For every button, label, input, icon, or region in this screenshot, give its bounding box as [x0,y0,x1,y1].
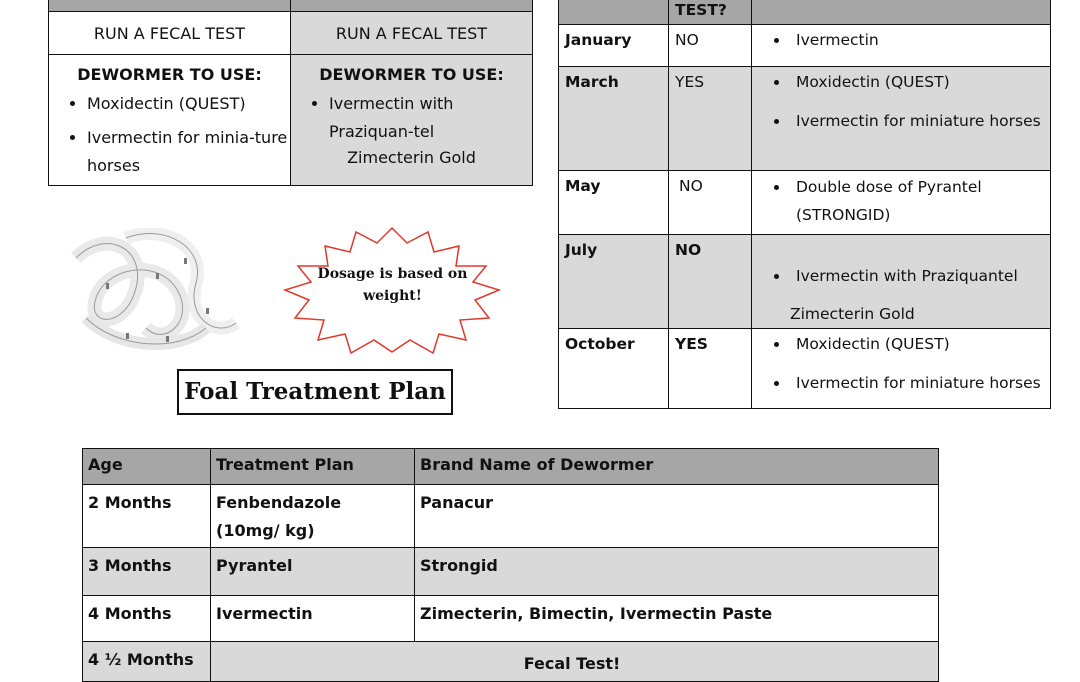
month-cell: March [559,67,669,171]
dewormer-right-cell [291,55,533,186]
fecal-test-cell: Fecal Test! [211,642,939,682]
dewormer-left-cell [49,55,291,186]
test-cell: YES [669,329,752,409]
column-header-brand: Brand Name of Dewormer [415,449,939,485]
list-item: • Ivermectin for miniature horses [790,112,1044,131]
brand-cell: Panacur [415,485,939,548]
test-cell: NO [669,171,752,235]
fecal-test-right: RUN A FECAL TEST [291,12,533,55]
dosage-callout-text [300,263,485,307]
left-header-cell [49,0,291,12]
deworming-schedule-table [558,0,1051,409]
month-cell: October [559,329,669,409]
dewormer-heading-right: DEWORMER TO USE: [319,65,504,84]
callout-line: Dosage is based on [317,266,468,282]
dewormer-cell [752,67,1051,171]
dewormer-list-right [291,90,532,146]
foal-plan-title: Foal Treatment Plan [177,369,453,415]
age-cell: 2 Months [83,485,211,548]
brand-cell: Zimecterin, Bimectin, Ivermectin Paste [415,596,939,642]
brand-name: Zimecterin Gold [790,305,915,323]
schedule-header-month [559,0,669,25]
brand-name: Zimecterin Gold [347,148,476,167]
month-cell: May [559,171,669,235]
plan-cell: Fenbendazole (10mg/ kg) [211,485,415,548]
dewormer-cell [752,171,1051,235]
list-item: • Double dose of Pyrantel (STRONGID) [790,173,1044,229]
list-item: • Ivermectin for minia-ture horses [87,124,290,180]
dewormer-table-left [48,0,533,186]
list-item: • Ivermectin [790,31,1044,50]
age-cell: 3 Months [83,548,211,596]
foal-treatment-table [82,448,939,682]
list-item: • Moxidectin (QUEST) [87,90,290,118]
fecal-test-left: RUN A FECAL TEST [49,12,291,55]
plan-cell: Pyrantel [211,548,415,596]
age-cell: 4 Months [83,596,211,642]
callout-line: weight! [363,288,422,304]
test-cell: YES [669,67,752,171]
list-item: • Ivermectin with Praziquantel [790,267,1044,286]
schedule-header-dewormer [752,0,1051,25]
list-item: • Moxidectin (QUEST) [790,73,1044,92]
age-cell: 4 ½ Months [83,642,211,682]
column-header-age: Age [83,449,211,485]
dewormer-cell [752,329,1051,409]
brand-cell: Strongid [415,548,939,596]
month-cell: January [559,25,669,67]
measuring-tape-image [66,228,244,356]
test-cell: NO [669,235,752,329]
dewormer-cell [752,235,1051,329]
schedule-header-test: TEST? [669,0,752,25]
dewormer-list-left [49,90,290,180]
month-cell: July [559,235,669,329]
column-header-plan: Treatment Plan [211,449,415,485]
list-item: • Ivermectin with Praziquan-tel [329,90,532,146]
right-header-cell [291,0,533,12]
list-item: • Moxidectin (QUEST) [790,335,1044,354]
dewormer-cell [752,25,1051,67]
dewormer-heading-left: DEWORMER TO USE: [77,65,262,84]
test-cell: NO [669,25,752,67]
plan-cell: Ivermectin [211,596,415,642]
list-item: • Ivermectin for miniature horses [790,374,1044,393]
